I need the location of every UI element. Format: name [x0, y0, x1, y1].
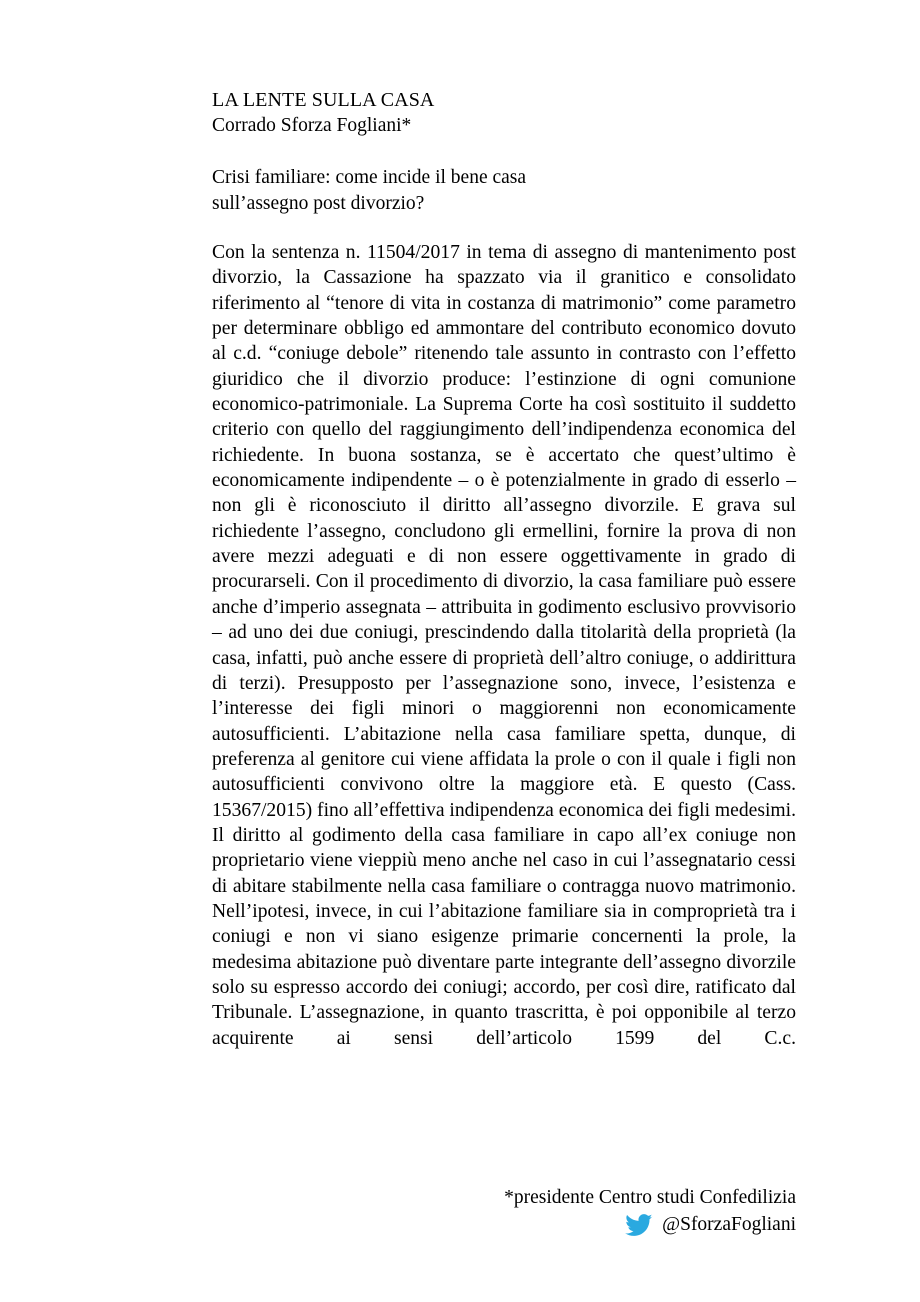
body-paragraph: Con la sentenza n. 11504/2017 in tema di assegno di mantenimento post divorzio, la Cassazione ha spazzato via il granitico e consolidato riferimento al “tenore di vita in costanza di matrimonio” come parametro per determinare obbligo ed ammontare del contributo economico dovuto al c.d. “coniuge debole” ritenendo tale assunto in contrasto con l’effetto giuridico che il divorzio produce: l’estinzione di ogni comunione economico-patrimoniale. La Suprema Corte ha così sostituito il suddetto criterio con quello del raggiungimento dell’indipendenza economica del richiedente. In buona sostanza, se è accertato che quest’ultimo è economicamente indipendente – o è potenzialmente in grado di esserlo – non gli è riconosciuto il diritto all’assegno divorzile. E grava sul richiedente l’assegno, concludono gli ermellini, fornire la prova di non avere mezzi adeguati e di non essere oggettivamente in grado di procurarseli. Con il procedimento di divorzio, la casa familiare può essere anche d’imperio assegnata – attribuita in godimento esclusivo provvisorio – ad uno dei due coniugi, prescindendo dalla titolarità della proprietà (la casa, infatti, può anche essere di proprietà dell’altro coniuge, o addirittura di terzi). Presupposto per l’assegnazione sono, invece, l’esistenza e l’interesse dei figli minori o maggiorenni non economicamente autosufficienti. L’abitazione nella casa familiare spetta, dunque, di preferenza al genitore cui viene affidata la prole o con il quale i figli non autosufficienti convivono oltre la maggiore età. E questo (Cass. 15367/2015) fino all’effettiva indipendenza economica dei figli medesimi. Il diritto al godimento della casa familiare in capo all’ex coniuge non proprietario viene vieppiù meno anche nel caso in cui l’assegnatario cessi di abitare stabilmente nella casa familiare o contragga nuovo matrimonio. Nell’ipotesi, invece, in cui l’abitazione familiare sia in comproprietà tra i coniugi e non vi siano esigenze primarie concernenti la prole, la medesima abitazione può diventare parte integrante dell’assegno divorzile solo su espresso accordo dei coniugi; accordo, per così dire, ratificato dal Tribunale. L’assegnazione, in quanto trascritta, è poi opponibile al terzo acquirente ai sensi dell’articolo 1599 del C.c.: [212, 242, 797, 1049]
headline-line-1: Crisi familiare: come incide il bene casa: [212, 167, 527, 188]
social-handle-row: [212, 1211, 796, 1238]
article-footer: [212, 1184, 796, 1238]
headline-line-2: sull’assegno post divorzio?: [212, 192, 425, 214]
twitter-bird-icon: [625, 1214, 653, 1237]
masthead: [212, 88, 796, 138]
author-credit: *presidente Centro studi Confedilizia: [504, 1187, 796, 1208]
article-body: [212, 240, 796, 1076]
column-title: LA LENTE SULLA CASA: [212, 89, 435, 111]
article-headline: [212, 165, 796, 216]
author-byline: Corrado Sforza Fogliani*: [212, 115, 412, 136]
twitter-handle-text: @SforzaFogliani: [662, 1214, 796, 1235]
